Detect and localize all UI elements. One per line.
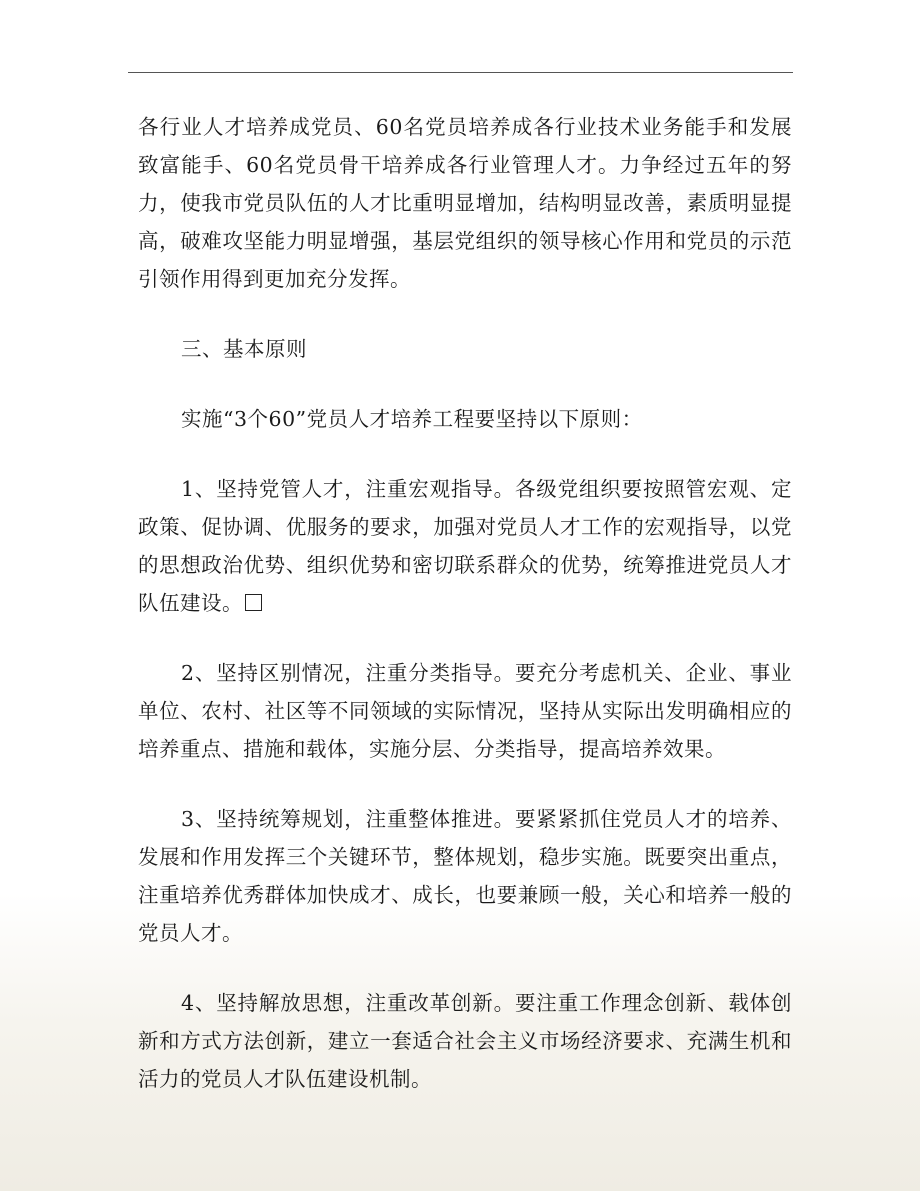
paragraph-text: 3、坚持统筹规划，注重整体推进。要紧紧抓住党员人才的培养、发展和作用发挥三个关键环节，整体规划，稳步实施。既要突出重点，注重培养优秀群体加快成才、成长，也要兼顾一般，关心和培养一般的党员人才。 — [138, 807, 792, 945]
paragraph-principle-1 — [138, 470, 792, 622]
paragraph-principle-2 — [138, 654, 792, 768]
paragraph-text: 实施“3个60”党员人才培养工程要坚持以下原则： — [181, 407, 643, 431]
paragraph-goal-continued — [138, 108, 792, 298]
paragraph-principle-4 — [138, 984, 792, 1098]
paragraph-text: 1、坚持党管人才，注重宏观指导。各级党组织要按照管宏观、定政策、促协调、优服务的要求，加强对党员人才工作的宏观指导，以党的思想政治优势、组织优势和密切联系群众的优势，统筹推进党员人才队伍建设。 — [138, 477, 792, 615]
document-body — [138, 108, 792, 1130]
placeholder-box-icon — [245, 594, 262, 611]
paragraph-text: 4、坚持解放思想，注重改革创新。要注重工作理念创新、载体创新和方式方法创新，建立一套适合社会主义市场经济要求、充满生机和活力的党员人才队伍建设机制。 — [138, 991, 792, 1091]
paragraph-text: 各行业人才培养成党员、60名党员培养成各行业技术业务能手和发展致富能手、60名党员骨干培养成各行业管理人才。力争经过五年的努力，使我市党员队伍的人才比重明显增加，结构明显改善，素质明显提高，破难攻坚能力明显增强，基层党组织的领导核心作用和党员的示范引领作用得到更加充分发挥。 — [138, 115, 792, 291]
heading-text: 三、基本原则 — [181, 337, 307, 361]
header-rule — [128, 72, 793, 73]
section-heading-basic-principles — [138, 330, 792, 368]
paragraph-text: 2、坚持区别情况，注重分类指导。要充分考虑机关、企业、事业单位、农村、社区等不同领域的实际情况，坚持从实际出发明确相应的培养重点、措施和载体，实施分层、分类指导，提高培养效果。 — [138, 661, 792, 761]
paragraph-principles-intro — [138, 400, 792, 438]
paragraph-principle-3 — [138, 800, 792, 952]
